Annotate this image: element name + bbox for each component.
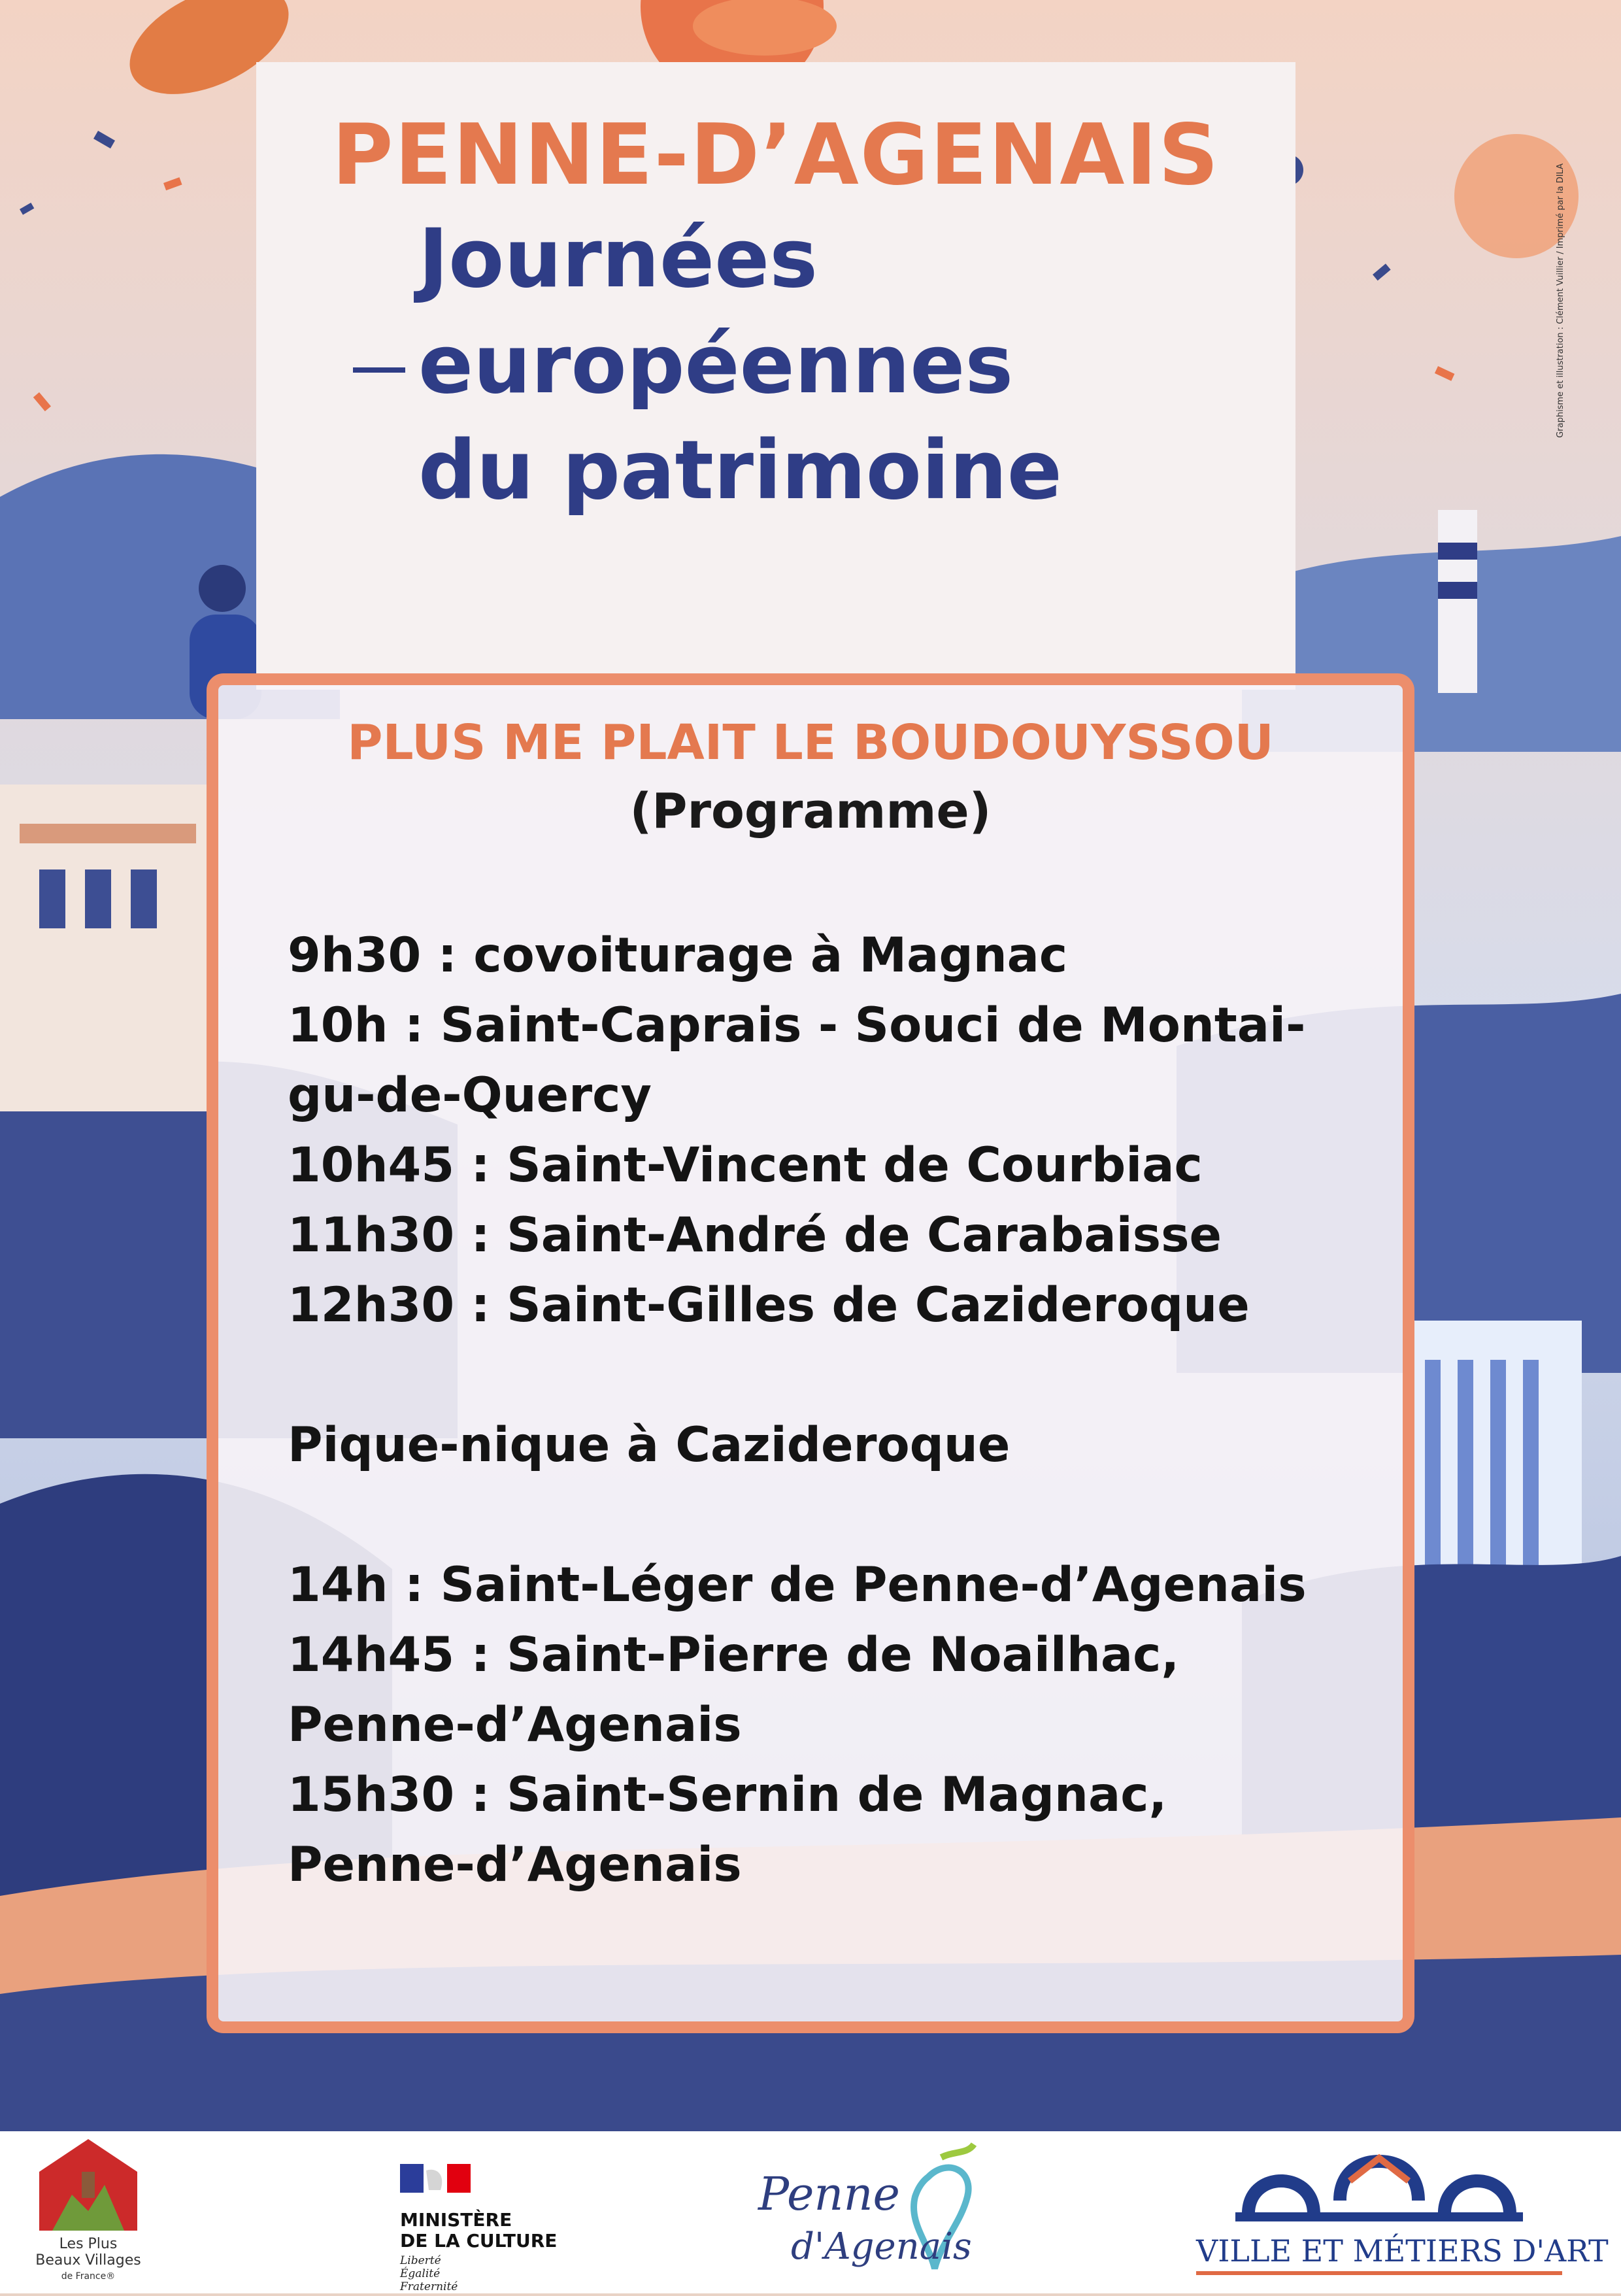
lpbv-emblem-icon [26, 2133, 150, 2237]
program-item: 12h30 : Saint-Gilles de Cazideroque [288, 1277, 1250, 1333]
program-item: 14h45 : Saint-Pierre de Noailhac, [288, 1627, 1180, 1683]
title-card [256, 62, 1295, 690]
program-spacer [288, 1480, 1307, 1550]
program-item: 15h30 : Saint-Sernin de Magnac, [288, 1767, 1167, 1823]
event-name [418, 206, 1062, 524]
vma-logo [1183, 2142, 1609, 2289]
program-item: Pique-nique à Cazideroque [288, 1417, 1011, 1473]
program-title: PLUS ME PLAIT LE BOUDOUYSSOU [347, 715, 1274, 771]
event-name-line-2: européennes [418, 312, 1062, 418]
program-spacer [288, 1340, 1307, 1410]
program-item: Penne-d’Agenais [288, 1697, 742, 1753]
lpbv-logo [26, 2133, 150, 2289]
program-item: gu-de-Quercy [288, 1068, 652, 1123]
dash-mark [353, 367, 405, 373]
penne-agenais-logo [732, 2131, 994, 2293]
vma-arches-icon [1183, 2142, 1575, 2233]
partner-footer [0, 2131, 1621, 2293]
program-item: 10h45 : Saint-Vincent de Courbiac [288, 1138, 1203, 1193]
illustration-credit: Graphisme et illustration : Clément Vuillier / Imprimé par la DILA [1556, 163, 1565, 438]
program-item: Penne-d’Agenais [288, 1837, 742, 1893]
vma-text: VILLE ET MÉTIERS D'ART [1196, 2233, 1609, 2269]
program-list [288, 920, 1307, 1900]
penne-signature-icon [732, 2131, 994, 2293]
event-name-line-3: du patrimoine [418, 424, 1062, 518]
program-subtitle: (Programme) [629, 783, 992, 839]
program-item: 11h30 : Saint-André de Carabaisse [288, 1207, 1222, 1263]
program-item: 14h : Saint-Léger de Penne-d’Agenais [288, 1557, 1307, 1613]
ministere-logo [392, 2157, 608, 2293]
ministere-name: MINISTÈRE DE LA CULTURE [400, 2209, 558, 2252]
svg-text:Penne: Penne [758, 2167, 900, 2221]
event-name-line-1: Journées [418, 212, 818, 306]
program-panel [207, 673, 1414, 2033]
vma-underline [1196, 2271, 1562, 2275]
ministere-motto: Liberté Égalité Fraternité [400, 2254, 458, 2293]
program-item: 10h : Saint-Caprais - Souci de Montai- [288, 998, 1306, 1053]
marianne-flag-icon [400, 2164, 472, 2193]
program-item: 9h30 : covoiturage à Magnac [288, 928, 1068, 983]
svg-text:d'Agenais: d'Agenais [791, 2225, 972, 2268]
lpbv-text: Les Plus Beaux Villages de France® [35, 2236, 141, 2282]
town-title: PENNE-D’AGENAIS [331, 107, 1220, 204]
